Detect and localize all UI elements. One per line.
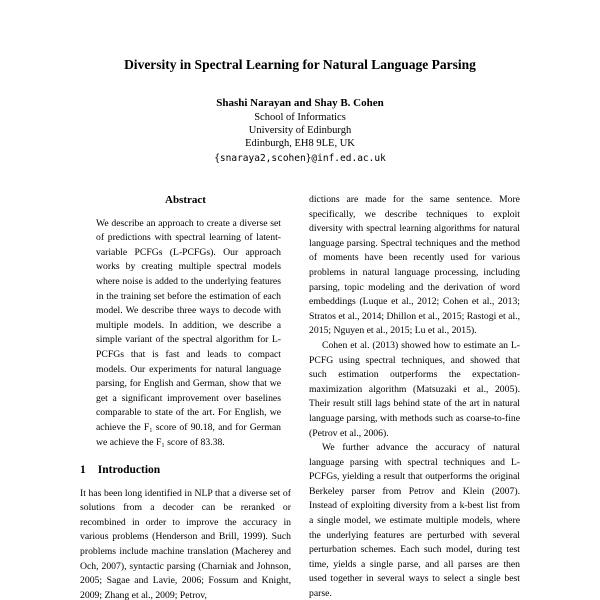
- affiliation-school: School of Informatics: [254, 112, 346, 123]
- paper-title: Diversity in Spectral Learning for Natural Language Parsing: [124, 57, 476, 72]
- affiliation-university: University of Edinburgh: [248, 125, 352, 136]
- left-column: [80, 193, 291, 600]
- abstract-text: We describe an approach to create a diverse set of predictions with spectral learning of latent-variable PCFGs (L-PCFGs). Our approach works by creating multiple spectral models where noise is added to the underlying features in the training set before the estimation of each model. We describe three ways to decode with multiple models. In addition, we describe a simple variant of the spectral algorithm for L-PCFGs that is fast and leads to compact models. Our experiments for natural language parsing, for English and German, show that we get a significant improvement over baselines comparable to state of the art. For English, we achieve the F₁ score of 90.18, and for German we achieve the F₁ score of 83.38.: [96, 217, 281, 448]
- affiliation-address: Edinburgh, EH8 9LE, UK: [245, 138, 355, 149]
- paper-authors: Shashi Narayan and Shay B. Cohen: [216, 97, 384, 109]
- section-heading-introduction: [80, 463, 291, 478]
- right-column-paragraph-1: dictions are made for the same sentence. More specifically, we describe techniques to exploit diversity with spectral learning algorithms for natural language parsing. Spectral techniques and the method of moments have been recently used for various problems in natural language processing, including parsing, topic modeling and the derivation of word embeddings (Luque et al., 2012; Cohen et al., 2013; Stratos et al., 2014; Dhillon et al., 2015; Rastogi et al., 2015; Nguyen et al., 2015; Lu et al., 2015).: [309, 194, 520, 337]
- right-column-paragraph-2: Cohen et al. (2013) showed how to estimate an L-PCFG using spectral techniques, and showed that such estimation outperforms the expectation-maximization algorithm (Matsuzaki et al., 2005). Their result still lags behind state of the art in natural language parsing, with methods such as coarse-to-fine (Petrov et al., 2006).: [309, 339, 520, 439]
- author-email: {snaraya2,scohen}@inf.ed.ac.uk: [214, 153, 386, 164]
- two-column-body: [80, 193, 520, 600]
- right-column-paragraph-3: We further advance the accuracy of natural language parsing with spectral techniques and L-PCFGs, yielding a result that outperforms the original Berkeley parser from Petrov and Klein (2007). Instead of exploiting diversity from a k-best list from a single model, we estimate multiple models, where the underlying features are perturbed with several perturbation schemes. Each such model, during test time, yields a single parse, and all parses are then used together in several ways to select a single best parse.: [309, 442, 520, 600]
- intro-paragraph: It has been long identified in NLP that a diverse set of solutions from a decoder can be reranked or recombined in order to improve the accuracy in various problems (Henderson and Brill, 1999). Such problems include machine translation (Macherey and Och, 2007), syntactic parsing (Charniak and Johnson, 2005; Sagae and Lavie, 2006; Fossum and Knight, 2009; Zhang et al., 2009; Petrov,: [80, 487, 291, 600]
- section-number: 1: [80, 464, 86, 477]
- abstract-heading: Abstract: [165, 194, 206, 206]
- right-column: [309, 193, 520, 600]
- section-title: Introduction: [97, 464, 161, 477]
